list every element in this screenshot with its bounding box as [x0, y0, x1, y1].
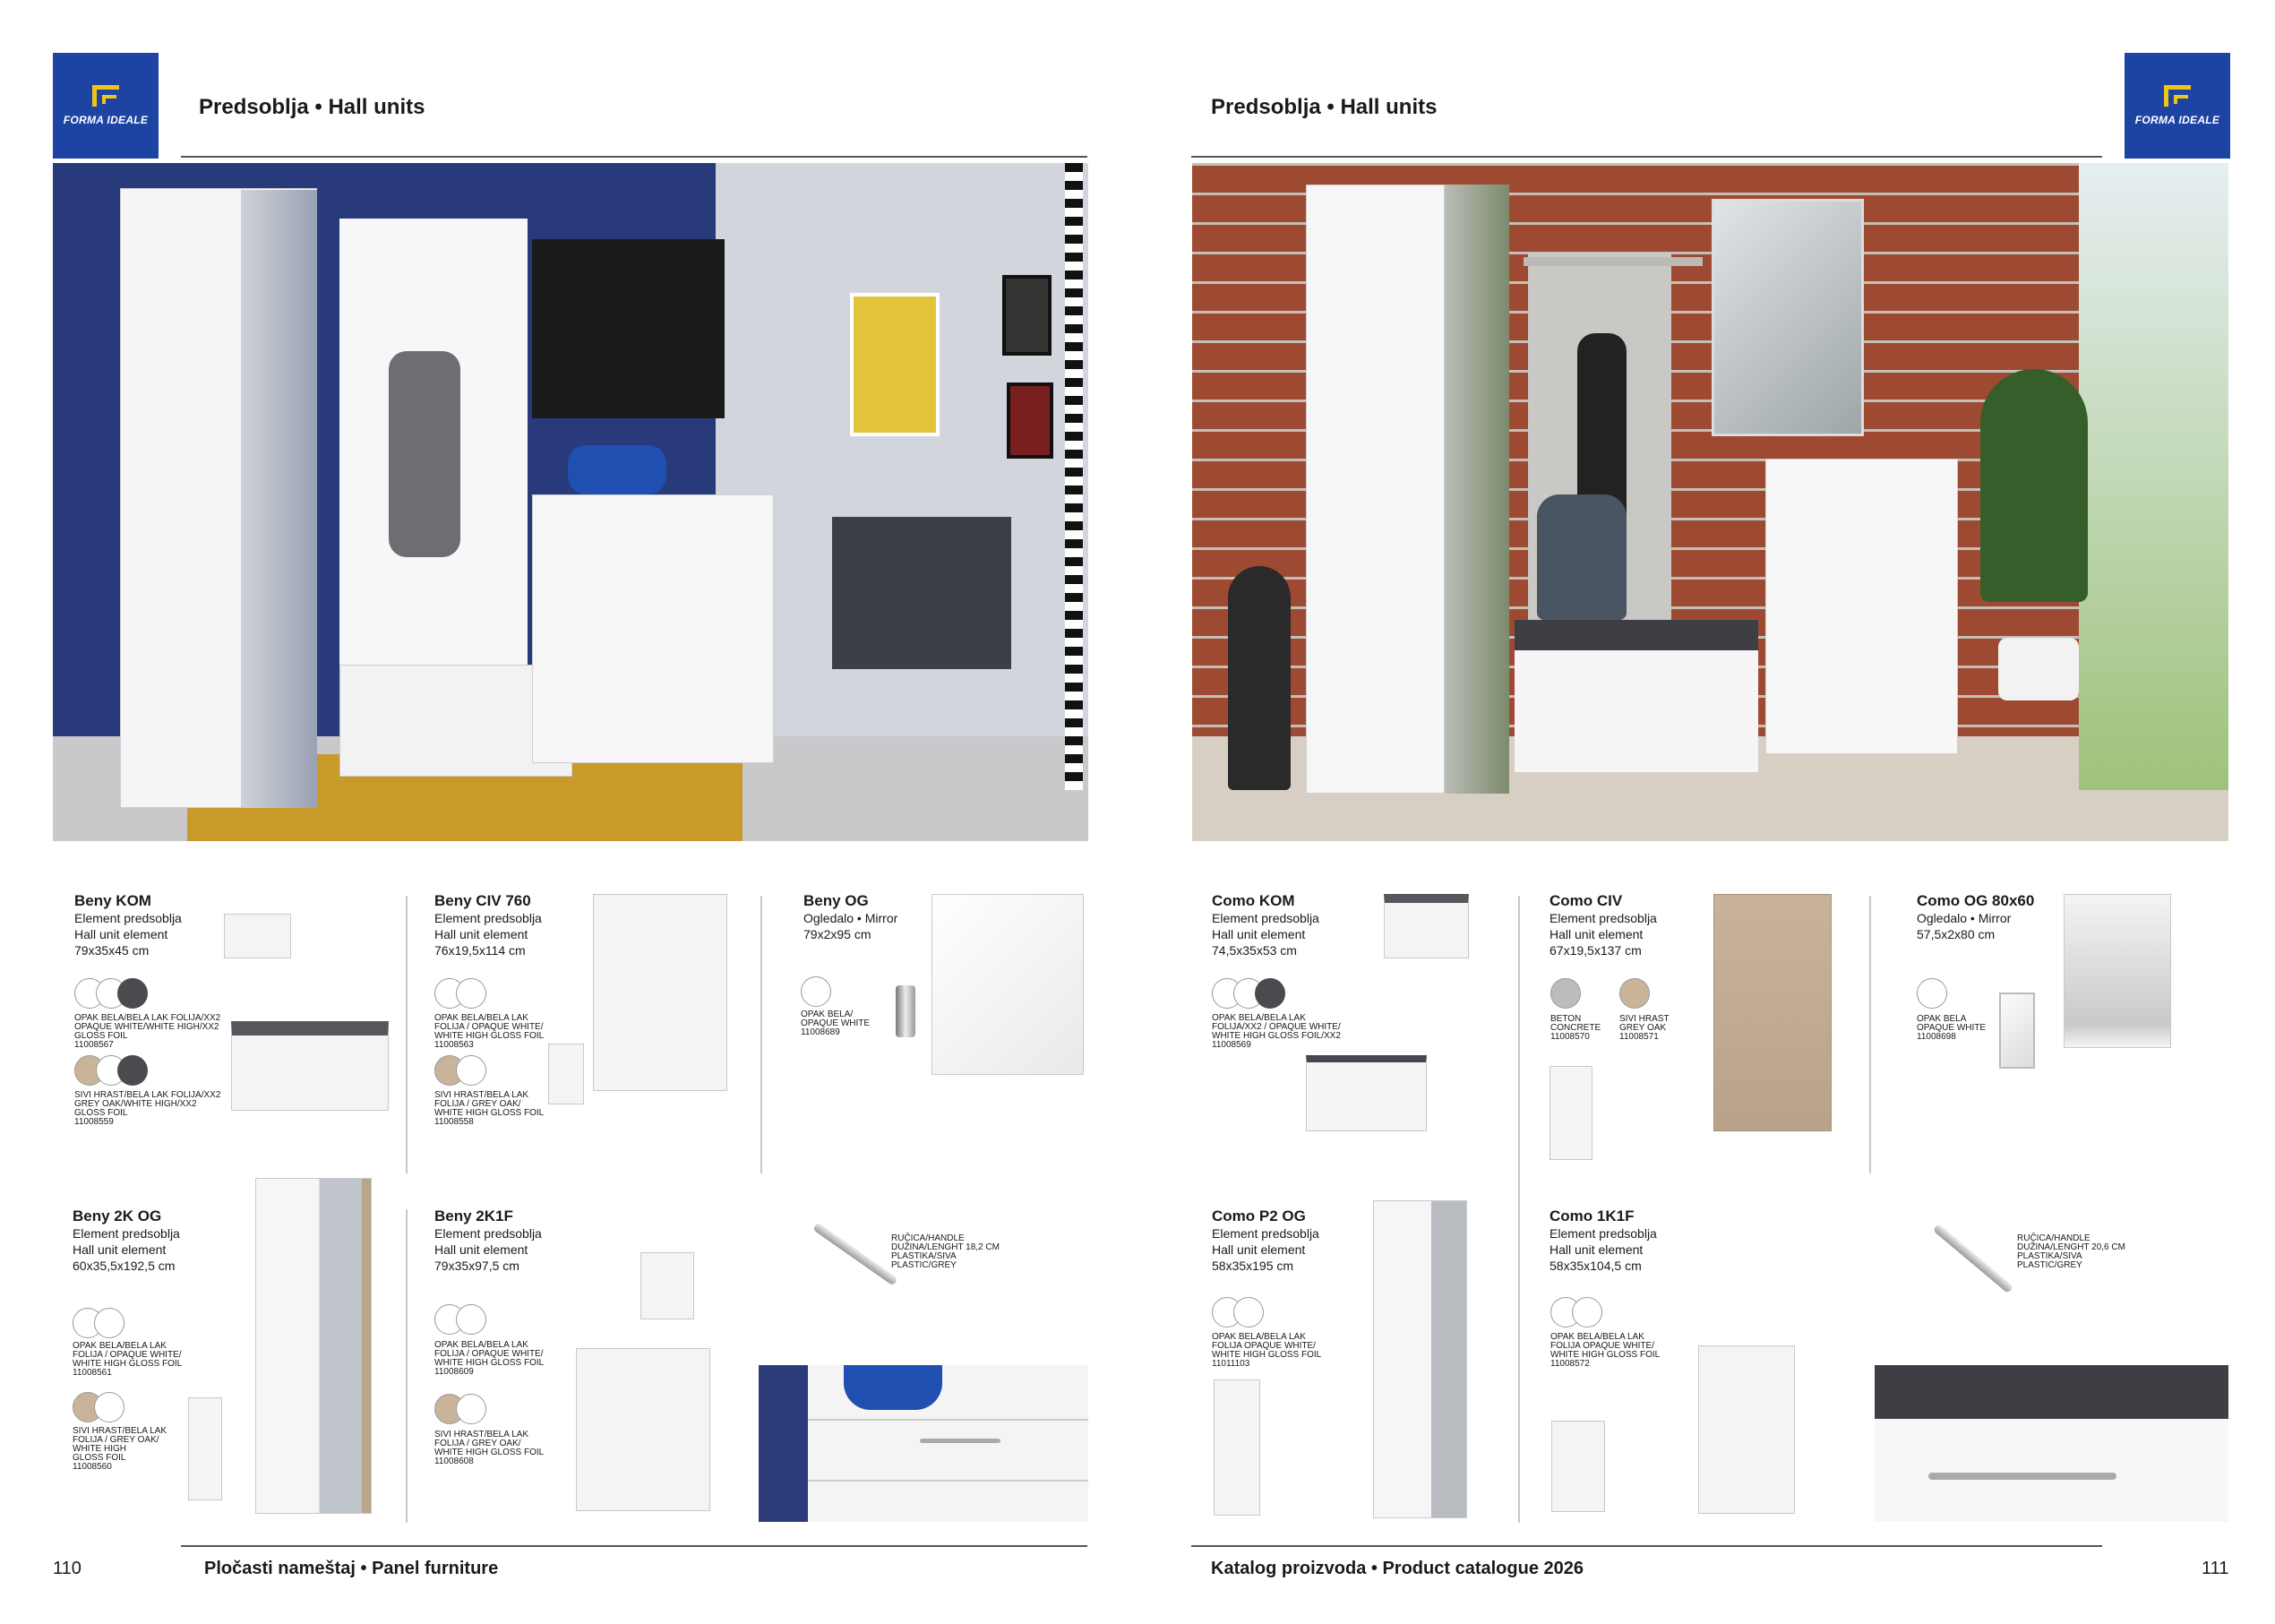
product-beny-civ-760[interactable]	[434, 892, 614, 958]
armchair	[832, 517, 1011, 669]
backpack	[1537, 494, 1627, 620]
footer-rule-right	[1191, 1545, 2102, 1547]
swatch-label: OPAK BELA/BELA LAK FOLIJA/XX2 OPAQUE WHITE/WHITE HIGH/XX2 GLOSS FOIL 11008567	[74, 1013, 221, 1050]
frame-2	[1007, 382, 1053, 459]
product-como-p2-og[interactable]	[1212, 1207, 1391, 1274]
product-size: 79x35x97,5 cm	[434, 1259, 519, 1273]
swatch-label: SIVI HRAST/BELA LAK FOLIJA / GREY OAK/ WHITE HIGH GLOSS FOIL 11008608	[434, 1430, 545, 1466]
shoe-cabinet	[532, 494, 774, 763]
swatch-group	[434, 978, 486, 1013]
product-image-como-og	[2064, 894, 2171, 1048]
col-divider-2	[760, 896, 762, 1173]
garden-window	[2079, 163, 2228, 790]
swatch-group	[74, 1055, 148, 1090]
product-line: Element predsoblja	[1550, 911, 1657, 925]
swatch-group	[801, 976, 831, 1011]
product-name: Beny OG	[803, 892, 869, 909]
shoe-cabinet	[1765, 459, 1958, 754]
swatch-group	[434, 1055, 486, 1090]
product-size: 67x19,5x137 cm	[1550, 943, 1642, 958]
product-image-beny-civ-rack	[548, 1044, 584, 1104]
product-name: Como KOM	[1212, 892, 1295, 909]
swatch-group	[73, 1392, 124, 1427]
product-line: Element predsoblja	[1212, 911, 1319, 925]
swatch-label: OPAK BELA/BELA LAK FOLIJA / OPAQUE WHITE/ WHITE HIGH GLOSS FOIL 11008563	[434, 1013, 545, 1050]
product-size: 74,5x35x53 cm	[1212, 943, 1297, 958]
product-line: Element predsoblja	[73, 1226, 180, 1241]
como-bench	[1515, 620, 1758, 772]
col-divider-1	[406, 896, 408, 1173]
handle-icon	[812, 1222, 898, 1285]
page-header-right: Predsoblja • Hall units	[1211, 95, 1438, 119]
handle-note: RUČICA/HANDLE DUŽINA/LENGHT 18,2 CM PLASTIKA/SIVA PLASTIC/GREY	[891, 1233, 1000, 1270]
swatch-group	[1550, 978, 1581, 1013]
product-size: 58x35x104,5 cm	[1550, 1259, 1642, 1273]
swatch-label: OPAK BELA/BELA LAK FOLIJA / OPAQUE WHITE/ WHITE HIGH GLOSS FOIL 11008609	[434, 1340, 545, 1377]
product-image-beny-2k-og-frame	[188, 1397, 222, 1500]
col-divider-5	[1869, 896, 1871, 1173]
plant	[1980, 369, 2088, 602]
swatch-group	[73, 1308, 124, 1343]
product-size: 57,5x2x80 cm	[1917, 927, 1996, 941]
stairs-rail	[1065, 163, 1083, 790]
product-line: Element predsoblja	[1212, 1226, 1319, 1241]
product-image-beny-og	[931, 894, 1084, 1075]
col-divider-4	[1518, 896, 1520, 1523]
product-line: Ogledalo • Mirror	[803, 911, 898, 925]
swatch-label: OPAK BELA/BELA LAK FOLIJA / OPAQUE WHITE/ WHITE HIGH GLOSS FOIL 11008561	[73, 1341, 183, 1378]
product-image-como-civ	[1713, 894, 1832, 1131]
product-line: Element predsoblja	[434, 911, 542, 925]
swatch-group	[74, 978, 148, 1013]
product-line: Hall unit element	[434, 1242, 528, 1257]
product-line: Ogledalo • Mirror	[1917, 911, 2012, 925]
product-image-beny-civ-760	[593, 894, 727, 1091]
swatch-label: BETON CONCRETE 11008570	[1550, 1014, 1601, 1042]
product-line: Hall unit element	[74, 927, 168, 941]
product-size: 60x35,5x192,5 cm	[73, 1259, 176, 1273]
plant-pot	[1998, 638, 2079, 700]
product-name: Beny 2K OG	[73, 1207, 162, 1224]
product-como-kom[interactable]	[1212, 892, 1391, 958]
frame-1	[1002, 275, 1052, 356]
product-name: Como 1K1F	[1550, 1207, 1635, 1224]
logo-mark-icon	[92, 85, 119, 107]
shelf	[1524, 257, 1703, 266]
page-number-right: 111	[2202, 1559, 2229, 1578]
mirror-edge-image	[896, 985, 915, 1037]
product-name: Como CIV	[1550, 892, 1623, 909]
product-line: Element predsoblja	[434, 1226, 542, 1241]
product-size: 76x19,5x114 cm	[434, 943, 526, 958]
product-como-civ[interactable]	[1550, 892, 1729, 958]
handle-icon	[1933, 1224, 2014, 1293]
mirror	[1712, 199, 1864, 436]
page-number-left: 110	[53, 1559, 82, 1578]
product-name: Como P2 OG	[1212, 1207, 1306, 1224]
swatch-group	[434, 1304, 486, 1339]
product-line: Hall unit element	[1212, 1242, 1306, 1257]
swatch-label: SIVI HRAST GREY OAK 11008571	[1619, 1014, 1670, 1042]
page-header-left: Predsoblja • Hall units	[199, 95, 425, 119]
hero-photo-como	[1192, 163, 2228, 841]
brand-logo-right	[2125, 53, 2230, 159]
header-rule-right	[1191, 156, 2102, 158]
swatch-group	[1212, 1297, 1264, 1332]
product-name: Como OG 80x60	[1917, 892, 2035, 909]
product-size: 79x2x95 cm	[803, 927, 871, 941]
product-image-como-kom	[1306, 1055, 1427, 1131]
swatch-group	[1212, 978, 1285, 1013]
detail-photo-como	[1875, 1365, 2228, 1522]
swatch-group	[1917, 978, 1947, 1013]
hanging-scarf	[389, 351, 460, 557]
product-line: Hall unit element	[1550, 927, 1644, 941]
footer-title-left: Pločasti nameštaj • Panel furniture	[204, 1559, 499, 1578]
swatch-label: SIVI HRAST/BELA LAK FOLIJA/XX2 GREY OAK/WHITE HIGH/XX2 GLOSS FOIL 11008559	[74, 1090, 221, 1127]
footer-title-right: Katalog proizvoda • Product catalogue 2026	[1211, 1559, 1584, 1578]
product-beny-2k1f[interactable]	[434, 1207, 614, 1274]
blue-fur-basket	[568, 445, 666, 494]
brand-logo-left	[53, 53, 159, 159]
window-blinds	[532, 239, 725, 418]
product-image-beny-2k1f	[576, 1348, 710, 1511]
product-name: Beny KOM	[74, 892, 151, 909]
footer-rule-left	[181, 1545, 1087, 1547]
product-line: Hall unit element	[1550, 1242, 1644, 1257]
tall-cabinet	[1306, 185, 1445, 794]
product-image-beny-2k1f-rack	[640, 1252, 694, 1319]
logo-text: FORMA IDEALE	[2134, 114, 2220, 126]
product-size: 58x35x195 cm	[1212, 1259, 1294, 1273]
logo-mark-icon	[2164, 85, 2191, 107]
swatch-label: OPAK BELA OPAQUE WHITE 11008698	[1917, 1014, 1987, 1042]
product-line: Hall unit element	[1212, 927, 1306, 941]
product-image-como-kom-small	[1384, 894, 1469, 958]
umbrella	[1228, 566, 1291, 790]
swatch-label: OPAK BELA/BELA LAK FOLIJA/XX2 / OPAQUE WHITE/ WHITE HIGH GLOSS FOIL/XX2 11008569	[1212, 1013, 1341, 1050]
hero-photo-beny	[53, 163, 1088, 841]
swatch-label: OPAK BELA/BELA LAK FOLIJA OPAQUE WHITE/ WHITE HIGH GLOSS FOIL 11008572	[1550, 1332, 1661, 1369]
tall-mirror	[1445, 185, 1509, 794]
swatch-label: OPAK BELA/ OPAQUE WHITE 11008689	[801, 1010, 871, 1037]
product-image-beny-kom-small	[224, 914, 291, 958]
product-image-como-1k1f-rack	[1551, 1421, 1605, 1512]
product-image-como-p2-og-frame	[1214, 1379, 1260, 1516]
product-size: 79x35x45 cm	[74, 943, 150, 958]
swatch-label: OPAK BELA/BELA LAK FOLIJA OPAQUE WHITE/ WHITE HIGH GLOSS FOIL 11011103	[1212, 1332, 1322, 1369]
product-line: Element predsoblja	[74, 911, 182, 925]
swatch-label: SIVI HRAST/BELA LAK FOLIJA / GREY OAK/ WHITE HIGH GLOSS FOIL 11008558	[434, 1090, 545, 1127]
product-name: Beny 2K1F	[434, 1207, 513, 1224]
wardrobe-mirror	[241, 190, 317, 808]
detail-photo-beny	[759, 1365, 1088, 1522]
product-line: Element predsoblja	[1550, 1226, 1657, 1241]
product-beny-2k-og[interactable]	[73, 1207, 252, 1274]
swatch-label: SIVI HRAST/BELA LAK FOLIJA / GREY OAK/ WHITE HIGH GLOSS FOIL 11008560	[73, 1426, 167, 1472]
product-image-como-civ-rack	[1550, 1066, 1592, 1160]
header-rule-left	[181, 156, 1087, 158]
logo-text: FORMA IDEALE	[63, 114, 149, 126]
wall-art	[850, 293, 940, 436]
product-line: Hall unit element	[73, 1242, 167, 1257]
swatch-group	[1550, 1297, 1602, 1332]
product-image-beny-kom	[231, 1021, 389, 1111]
product-como-1k1f[interactable]	[1550, 1207, 1729, 1274]
product-name: Beny CIV 760	[434, 892, 531, 909]
mirror-edge-image	[1999, 992, 2035, 1069]
product-image-como-1k1f	[1698, 1345, 1795, 1514]
col-divider-3	[406, 1209, 408, 1523]
product-image-beny-2k-og	[255, 1178, 372, 1514]
swatch-group	[434, 1394, 486, 1429]
handle-note: RUČICA/HANDLE DUŽINA/LENGHT 20,6 CM PLASTIKA/SIVA PLASTIC/GREY	[2017, 1233, 2125, 1270]
product-image-como-p2-og	[1373, 1200, 1467, 1518]
product-line: Hall unit element	[434, 927, 528, 941]
swatch-group	[1619, 978, 1650, 1013]
